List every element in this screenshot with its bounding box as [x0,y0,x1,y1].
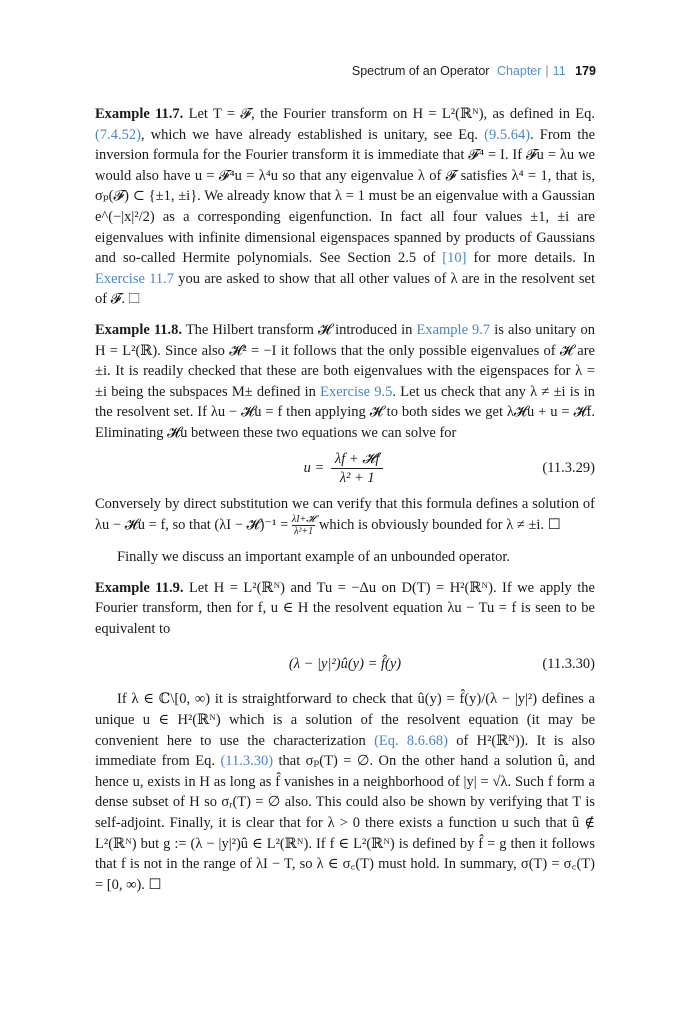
equation-11-3-30 [95,639,595,689]
example-ref-link[interactable]: Example 9.7 [416,321,491,338]
page-number: 179 [575,64,596,78]
equation-ref-link[interactable]: (11.3.30) [220,753,274,770]
example-label: Example 11.9. [95,579,184,596]
example-text: . Let us check that any λ ≠ ±i is in the resolvent set. If λu − 𝓗u = f then applying 𝓗 to both sides we get λ𝓗u + u = 𝓗f. Eliminating 𝓗u between these two equations we can solve for [95,383,595,441]
example-text: you are asked to show that all other values of λ are in the resolvent set of 𝓕. ☐ [95,270,595,308]
equation-tag: (11.3.29) [542,460,595,477]
fraction-numerator: λI+𝓗 [291,514,316,526]
page-body [95,104,595,895]
chapter-label: Chapter [496,64,542,78]
exercise-ref-link[interactable]: Exercise 9.5 [320,383,393,400]
equation-tag: (11.3.30) [542,656,595,673]
header-separator: | [545,64,549,78]
equation-body [95,450,515,487]
equation-ref-link[interactable]: (7.4.52) [95,126,141,143]
example-11-9-continued [95,689,595,895]
section-title: Spectrum of an Operator [351,64,490,78]
equation-ref-link[interactable]: (Eq. 8.6.68) [374,732,448,749]
equation-expression: (λ − |y|²)û(y) = f̂(y) [288,656,402,673]
example-text: The Hilbert transform 𝓗 introduced in [185,321,417,338]
example-text: . From the inversion formula for the Fourier transform it is immediate that 𝓕⁴ = I. If 𝓕u = λu we would also have u = 𝓕⁴u = λ⁴u so that any eigenvalue λ of 𝓕 satisfies λ⁴ = 1, that is, σₚ(𝓕) ⊂ {±1, ±i}. We already know that λ = 1 must be an eigenvalue with a Gaussian e^(−|x|²/2) as a corresponding eigenfunction. In fact all four values ±1, ±i are eigenvalues with infinite dimensional eigenspaces spanned by products of Gaussians and so-called Hermite polynomials. See Section 2.5 of [95,126,596,267]
example-11-9 [95,578,595,640]
example-text: for more details. In [466,250,595,267]
equation-fraction [331,450,383,487]
example-text: is also unitary on H = L²(ℝ). Since also 𝓗² = −I it follows that the only possible eigenvalues of 𝓗 are ±i. It is readily checked that these are both eigenvalues with the eigenspaces for λ = ±i being the subspaces M± defined in [95,321,595,400]
example-text: Let H = L²(ℝᴺ) and Tu = −Δu on D(T) = H²(ℝᴺ). If we apply the Fourier transform, then for f, u ∈ H the resolvent equation λu − Tu = f is seen to be equivalent to [95,579,595,637]
example-label: Example 11.8. [95,321,183,338]
running-header [352,64,596,78]
equation-11-3-29 [95,444,595,494]
fraction-denominator: λ² + 1 [339,470,375,486]
example-11-7 [95,104,595,310]
example-11-8 [95,320,595,444]
inline-fraction [292,514,315,537]
example-label: Example 11.7. [95,106,184,122]
example-text: of H²(ℝᴺ)). It is also immediate from Eq. [95,732,595,770]
equation-body [95,654,515,675]
citation-link[interactable]: [10] [442,250,467,267]
chapter-number: 11 [552,64,566,78]
exercise-ref-link[interactable]: Exercise 11.7 [95,270,175,287]
example-text: that σₚ(T) = ∅. On the other hand a solution û, and hence u, exists in H as long as f̂ vanishes in a neighborhood of |y| = √λ. Such f form a dense subset of H so σᵣ(T) = ∅ also. This could also be shown by verifying that T is self-adjoint. Finally, it is clear that for λ > 0 there exists a function u such that û ∉ L²(ℝᴺ) but g := (λ − |y|²)û ∈ L²(ℝᴺ). If f ∈ L²(ℝᴺ) is defined by f̂ = g then it follows that f is not in the range of λI − T, so λ ∈ σ꜀(T) must hold. In summary, σ(T) = σ꜀(T) = [0, ∞). ☐ [95,753,595,893]
example-11-8-continued [95,494,595,538]
example-text: , which we have already established is unitary, see Eq. [140,126,485,143]
example-text: If λ ∈ ℂ\[0, ∞) it is straightforward to check that û(y) = f̂(y)/(λ − |y|²) defines a unique u ∈ H²(ℝᴺ) which is a solution of the resolvent equation (it may be convenient here to use the characterization [95,691,595,749]
fraction-numerator: λf + 𝓗f [331,450,383,469]
example-text: which is obviously bounded for λ ≠ ±i. ☐ [315,516,561,533]
example-text: Conversely by direct substitution we can verify that this formula defines a solution of λu − 𝓗u = f, so that (λI − 𝓗)⁻¹ = [95,495,595,533]
equation-lhs: u = [303,459,325,476]
fraction-denominator: λ²+1 [294,526,314,538]
example-text: Let T = 𝓕, the Fourier transform on H = L²(ℝᴺ), as defined in Eq. [188,106,596,122]
transition-paragraph: Finally we discuss an important example of an unbounded operator. [117,549,511,566]
equation-ref-link[interactable]: (9.5.64) [484,126,531,143]
